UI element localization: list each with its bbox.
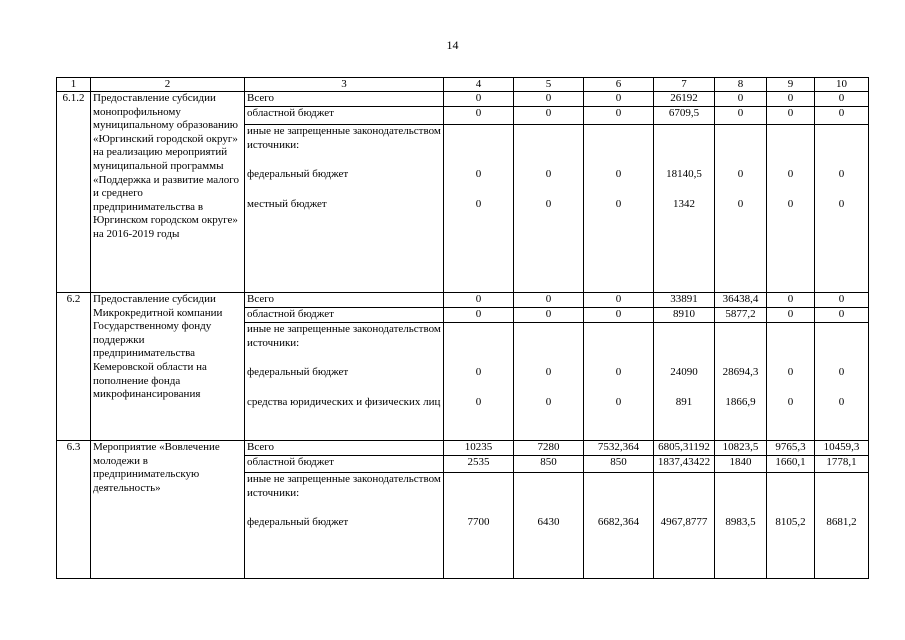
header-cell: 2: [91, 78, 245, 92]
table-row: [57, 441, 869, 456]
value-cell: [767, 323, 815, 441]
value-cell: [715, 473, 767, 579]
value: 8105,2: [775, 516, 806, 528]
value-cell: [815, 473, 869, 579]
page-number: 14: [446, 38, 459, 52]
value: 0: [787, 168, 794, 180]
section-id: 6.3: [57, 441, 91, 579]
section-description: Предоставление субсидии Микрокредитной компании Государственному фонду поддержки предпринимательства Кемеровской области на пополнение фонда микрофинансирования: [91, 293, 245, 441]
value-cell: [584, 125, 654, 293]
value-cell: 9765,3: [767, 441, 815, 456]
row-label: федеральный бюджет: [247, 516, 349, 529]
table-row: [57, 293, 869, 308]
value-cell: 1660,1: [767, 456, 815, 473]
section-id: 6.1.2: [57, 92, 91, 293]
header-cell: 1: [57, 78, 91, 92]
value: 0: [787, 395, 794, 408]
value-cell: 0: [815, 107, 869, 125]
header-cell: 3: [245, 78, 444, 92]
value-cell: [514, 125, 584, 293]
header-cell: 8: [715, 78, 767, 92]
value-cell: [767, 473, 815, 579]
value-cell: 850: [584, 456, 654, 473]
header-cell: 9: [767, 78, 815, 92]
header-cell: 6: [584, 78, 654, 92]
value: 8983,5: [725, 516, 756, 528]
row-label: Всего: [245, 441, 444, 456]
value: 0: [475, 168, 482, 180]
value-cell: 0: [767, 293, 815, 308]
value-cell: [584, 323, 654, 441]
value: 0: [545, 366, 552, 378]
value-cell: [815, 323, 869, 441]
value-cell: 36438,4: [715, 293, 767, 308]
value: 0: [615, 366, 622, 378]
value: 0: [737, 168, 744, 180]
value: 6430: [537, 516, 560, 528]
value-cell: 0: [584, 107, 654, 125]
row-label: федеральный бюджет: [247, 366, 349, 379]
other-sources-label: иные не запрещенные законодательством источники:: [247, 323, 441, 349]
value-cell: 10459,3: [815, 441, 869, 456]
value: 24090: [670, 366, 698, 378]
value-cell: 0: [815, 92, 869, 107]
value-cell: 33891: [654, 293, 715, 308]
value-cell: [715, 125, 767, 293]
value-cell: 0: [767, 308, 815, 323]
table-row: [57, 92, 869, 107]
value: 0: [787, 366, 794, 378]
value-cell: 7532,364: [584, 441, 654, 456]
value: 0: [615, 395, 622, 408]
row-label: федеральный бюджет: [247, 168, 349, 181]
value-cell: 0: [815, 308, 869, 323]
value-cell: [514, 473, 584, 579]
value: 18140,5: [666, 168, 702, 180]
value-cell: 0: [815, 293, 869, 308]
value: 891: [675, 395, 693, 408]
row-label: Всего: [245, 293, 444, 308]
row-label: Всего: [245, 92, 444, 107]
value-cell: 0: [584, 308, 654, 323]
value: 0: [545, 395, 552, 408]
value-cell: [767, 125, 815, 293]
value-cell: 850: [514, 456, 584, 473]
section-description: Предоставление субсидии монопрофильному муниципальному образованию «Юргинский городской округ» на реализацию мероприятий муниципальной программы «Поддержка и развитие малого и среднего предпринимательства в Юргинском городском округе» на 2016-2019 годы: [91, 92, 245, 293]
value: 0: [545, 168, 552, 180]
value-cell: 0: [715, 107, 767, 125]
row-label-group: [245, 323, 444, 441]
value-cell: [444, 125, 514, 293]
value-cell: 0: [444, 308, 514, 323]
value-cell: 1837,43422: [654, 456, 715, 473]
value-cell: 0: [584, 92, 654, 107]
row-label: областной бюджет: [245, 456, 444, 473]
other-sources-label: иные не запрещенные законодательством источники:: [247, 125, 441, 151]
row-label: средства юридических и физических лиц: [247, 395, 441, 408]
value-cell: 0: [514, 293, 584, 308]
value: 0: [838, 197, 845, 210]
value-cell: [654, 125, 715, 293]
value-cell: 0: [715, 92, 767, 107]
value-cell: 0: [444, 293, 514, 308]
value: 0: [787, 197, 794, 210]
value-cell: 10235: [444, 441, 514, 456]
value: 8681,2: [826, 516, 857, 528]
value: 0: [838, 168, 845, 180]
value-cell: 1778,1: [815, 456, 869, 473]
value-cell: 6805,31192: [654, 441, 715, 456]
header-row: [57, 78, 869, 92]
value-cell: 0: [514, 92, 584, 107]
value-cell: 0: [767, 92, 815, 107]
value-cell: [815, 125, 869, 293]
header-cell: 5: [514, 78, 584, 92]
value: 4967,8777: [660, 516, 708, 528]
value-cell: [654, 473, 715, 579]
value-cell: 2535: [444, 456, 514, 473]
value: 7700: [467, 516, 490, 528]
value-cell: 10823,5: [715, 441, 767, 456]
value-cell: 0: [514, 308, 584, 323]
value-cell: 26192: [654, 92, 715, 107]
value: 0: [838, 395, 845, 408]
value-cell: 5877,2: [715, 308, 767, 323]
row-label: областной бюджет: [245, 107, 444, 125]
value: 1866,9: [725, 395, 756, 408]
value: 0: [475, 197, 482, 210]
value-cell: [514, 323, 584, 441]
value: 28694,3: [722, 366, 759, 378]
value-cell: 0: [584, 293, 654, 308]
value-cell: 7280: [514, 441, 584, 456]
row-label-group: [245, 473, 444, 579]
other-sources-label: иные не запрещенные законодательством источники:: [247, 473, 441, 499]
value-cell: 1840: [715, 456, 767, 473]
row-label-group: [245, 125, 444, 293]
value: 0: [838, 366, 845, 378]
value: 0: [615, 197, 622, 210]
value-cell: [654, 323, 715, 441]
value: 1342: [673, 197, 695, 210]
row-label: местный бюджет: [247, 197, 327, 210]
value-cell: 0: [767, 107, 815, 125]
value-cell: 0: [444, 107, 514, 125]
value-cell: [444, 323, 514, 441]
header-cell: 4: [444, 78, 514, 92]
value-cell: 0: [514, 107, 584, 125]
value: 0: [475, 395, 482, 408]
header-cell: 10: [815, 78, 869, 92]
value-cell: 0: [444, 92, 514, 107]
value: 0: [475, 366, 482, 378]
value-cell: [715, 323, 767, 441]
value-cell: 8910: [654, 308, 715, 323]
section-description: Мероприятие «Вовлечение молодежи в предпринимательскую деятельность»: [91, 441, 245, 579]
value: 0: [615, 168, 622, 180]
value-cell: 6709,5: [654, 107, 715, 125]
value: 0: [737, 197, 744, 210]
value-cell: [444, 473, 514, 579]
header-cell: 7: [654, 78, 715, 92]
value-cell: [584, 473, 654, 579]
section-id: 6.2: [57, 293, 91, 441]
value: 6682,364: [597, 516, 640, 528]
budget-table: [56, 77, 869, 579]
value: 0: [545, 197, 552, 210]
row-label: областной бюджет: [245, 308, 444, 323]
